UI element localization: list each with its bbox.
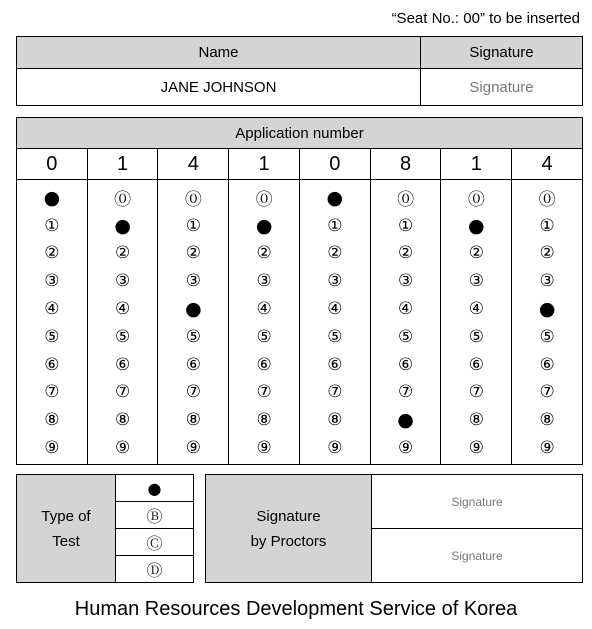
bubble-empty[interactable]: ⑨	[256, 438, 272, 459]
bubble-filled[interactable]: ●	[185, 298, 202, 321]
digit-cell: 1	[441, 149, 512, 180]
bubble-empty[interactable]: ③	[44, 271, 60, 292]
bubble-empty[interactable]: ③	[256, 271, 272, 292]
digit-cell: 4	[158, 149, 229, 180]
bubble-empty[interactable]: ⑧	[539, 410, 555, 431]
bubble-empty[interactable]: ⑨	[539, 438, 555, 459]
proctor-signature-label: Signature by Proctors	[206, 475, 372, 583]
bubble-empty[interactable]: ⑧	[327, 410, 343, 431]
bubble-empty[interactable]: ⑦	[397, 382, 414, 403]
candidate-signature-field[interactable]: Signature	[421, 69, 583, 106]
bubble-empty[interactable]: ②	[397, 243, 414, 264]
bubble-empty[interactable]: ①	[397, 215, 414, 236]
bubble-empty[interactable]: ④	[114, 299, 131, 320]
bubble-empty[interactable]: ⑥	[327, 354, 343, 375]
application-number-header: Application number	[17, 118, 583, 149]
bubble-empty[interactable]: ⑨	[185, 438, 201, 459]
bubble-empty[interactable]: ⑤	[397, 326, 414, 347]
bubble-column	[370, 180, 441, 465]
test-type-option-c[interactable]: Ⓒ	[116, 529, 194, 556]
bubble-empty[interactable]: ②	[256, 243, 272, 264]
bubble-empty[interactable]: ⓪	[538, 190, 556, 211]
digit-cell: 1	[229, 149, 300, 180]
signature-header: Signature	[421, 37, 583, 69]
proctor-signature-field-2[interactable]: Signature	[372, 529, 583, 583]
bubble-empty[interactable]: ②	[114, 243, 131, 264]
bubble-empty[interactable]: ⑨	[397, 438, 414, 459]
bubble-empty[interactable]: ④	[397, 299, 414, 320]
bubble-empty[interactable]: ⑥	[44, 354, 60, 375]
bubble-empty[interactable]: ⑥	[114, 354, 131, 375]
digit-cell: 0	[299, 149, 370, 180]
bubble-column	[299, 180, 370, 465]
name-value[interactable]: JANE JOHNSON	[17, 69, 421, 106]
bubble-empty[interactable]: ⑥	[539, 354, 555, 375]
digit-cell: 4	[512, 149, 583, 180]
bubble-filled[interactable]: ●	[326, 186, 344, 209]
bubble-empty[interactable]: ⑤	[114, 326, 131, 347]
digit-cell: 0	[17, 149, 88, 180]
proctor-signature-field-1[interactable]: Signature	[372, 475, 583, 529]
bubble-empty[interactable]: ⑦	[256, 382, 272, 403]
application-number-grid	[16, 117, 583, 465]
bubble-empty[interactable]: ⑧	[44, 410, 60, 431]
bubble-empty[interactable]: ④	[468, 299, 484, 320]
bubble-empty[interactable]: ③	[114, 271, 131, 292]
bubble-empty[interactable]: ⑤	[539, 326, 555, 347]
bubble-filled[interactable]: ●	[114, 214, 131, 237]
bubble-empty[interactable]: ⑦	[539, 382, 555, 403]
bubble-empty[interactable]: ④	[256, 299, 272, 320]
bubble-empty[interactable]: ①	[539, 215, 555, 236]
bubble-column	[17, 180, 88, 465]
bubble-column	[158, 180, 229, 465]
test-type-label: Type of Test	[17, 475, 116, 583]
bubble-empty[interactable]: ⑨	[327, 438, 343, 459]
bubble-empty[interactable]: ⑧	[185, 410, 201, 431]
proctor-signature-table	[205, 474, 583, 583]
test-type-option-b[interactable]: Ⓑ	[116, 502, 194, 529]
bubble-empty[interactable]: ③	[397, 271, 414, 292]
bubble-empty[interactable]: ⑦	[185, 382, 201, 403]
bubble-empty[interactable]: ⓪	[184, 190, 202, 211]
bubble-empty[interactable]: ②	[327, 243, 343, 264]
bubble-filled[interactable]: ●	[538, 298, 556, 321]
bubble-empty[interactable]: ①	[327, 215, 343, 236]
bubble-column	[87, 180, 158, 465]
bubble-empty[interactable]: ⑦	[468, 382, 484, 403]
bubble-empty[interactable]: ⑦	[44, 382, 60, 403]
bubble-empty[interactable]: ⑤	[44, 326, 60, 347]
digit-cell: 1	[87, 149, 158, 180]
bubble-empty[interactable]: ③	[539, 271, 555, 292]
bubble-empty[interactable]: ①	[44, 215, 60, 236]
bubble-empty[interactable]: ②	[468, 243, 484, 264]
bubble-empty[interactable]: ④	[44, 299, 60, 320]
bubble-empty[interactable]: ②	[185, 243, 201, 264]
bubble-empty[interactable]: ⑧	[256, 410, 272, 431]
bubble-empty[interactable]: ⑥	[397, 354, 414, 375]
issuer-footer: Human Resources Development Service of Korea	[74, 598, 518, 620]
bubble-empty[interactable]: ⑦	[327, 382, 343, 403]
name-header: Name	[17, 37, 421, 69]
bubble-empty[interactable]: ⑤	[256, 326, 272, 347]
test-type-option-a[interactable]: ●	[116, 475, 194, 502]
bubble-empty[interactable]: ②	[539, 243, 555, 264]
bubble-empty[interactable]: ④	[327, 299, 343, 320]
test-type-option-d[interactable]: Ⓓ	[116, 556, 194, 583]
digit-cell: 8	[370, 149, 441, 180]
bubble-empty[interactable]: ⑦	[114, 382, 131, 403]
bubble-column	[512, 180, 583, 465]
bubble-filled[interactable]: ●	[397, 409, 414, 432]
bubble-empty[interactable]: ⓪	[114, 190, 132, 211]
bubble-column	[441, 180, 512, 465]
bubble-empty[interactable]: ⑥	[185, 354, 201, 375]
bubble-empty[interactable]: ⓪	[467, 190, 485, 211]
bubble-empty[interactable]: ③	[327, 271, 343, 292]
bubble-empty[interactable]: ⑤	[185, 326, 201, 347]
bubble-empty[interactable]: ⑨	[114, 438, 131, 459]
bubble-filled[interactable]: ●	[255, 214, 273, 237]
bubble-empty[interactable]: ⑥	[468, 354, 484, 375]
bubble-empty[interactable]: ③	[185, 271, 201, 292]
bubble-empty[interactable]: ③	[468, 271, 484, 292]
bubble-empty[interactable]: ⑤	[327, 326, 343, 347]
bubble-empty[interactable]: ⑧	[114, 410, 131, 431]
bubble-empty[interactable]: ⓪	[397, 190, 415, 211]
bubble-filled[interactable]: ●	[43, 186, 61, 209]
test-type-table	[16, 474, 194, 583]
bubble-empty[interactable]: ⑨	[44, 438, 60, 459]
name-signature-table	[16, 36, 583, 106]
bubble-empty[interactable]: ⑤	[468, 326, 484, 347]
bubble-column	[229, 180, 300, 465]
bubble-empty[interactable]: ⑨	[468, 438, 484, 459]
bubble-empty[interactable]: ⓪	[255, 190, 273, 211]
bubble-filled[interactable]: ●	[468, 214, 485, 237]
bubble-empty[interactable]: ②	[44, 243, 60, 264]
bubble-empty[interactable]: ①	[185, 215, 201, 236]
seat-number-note: “Seat No.: 00” to be inserted	[391, 10, 580, 27]
bubble-empty[interactable]: ⑧	[468, 410, 484, 431]
bubble-empty[interactable]: ⑥	[256, 354, 272, 375]
